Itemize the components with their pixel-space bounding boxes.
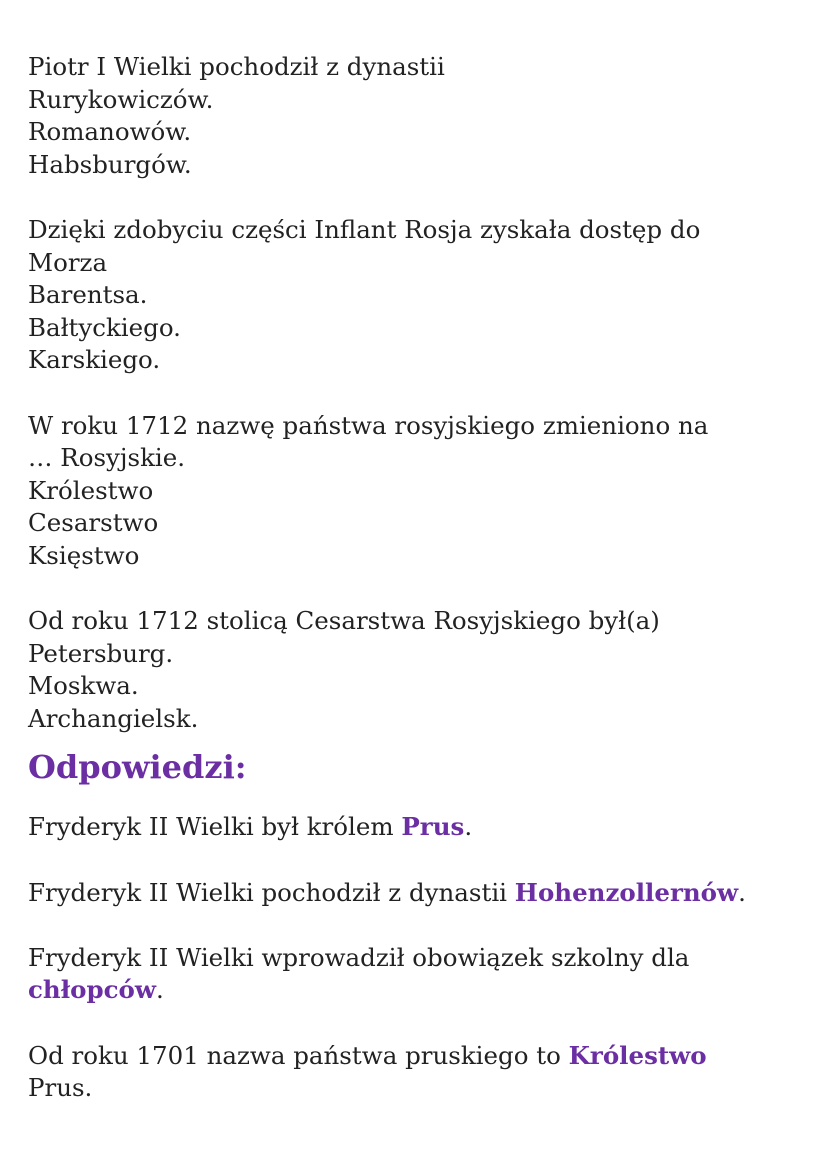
question-3 — [28, 410, 818, 573]
question-stem: Piotr I Wielki pochodził z dynastii — [28, 52, 445, 81]
answer-text: . — [464, 812, 473, 842]
question-option: Habsburgów. — [28, 149, 192, 179]
question-option: Romanowów. — [28, 117, 192, 147]
answer-text: Od roku 1701 nazwa państwa pruskiego to — [28, 1040, 569, 1070]
question-option: Królestwo — [28, 475, 154, 505]
question-option: Bałtyckiego. — [28, 312, 181, 342]
spacer — [28, 573, 818, 606]
answer-text: Prus. — [28, 1073, 93, 1103]
answer-line-4 — [28, 1040, 818, 1105]
answer-line-1 — [28, 811, 818, 844]
spacer — [28, 844, 818, 877]
answer-line-3 — [28, 942, 818, 1007]
question-stem: Morza — [28, 247, 108, 277]
spacer — [28, 181, 818, 214]
question-option: Barentsa. — [28, 280, 148, 310]
question-2 — [28, 214, 818, 377]
answers-heading: Odpowiedzi: — [28, 748, 247, 787]
answer-highlight: Królestwo — [568, 1040, 707, 1070]
question-option: Cesarstwo — [28, 508, 159, 538]
document-page — [28, 51, 818, 1105]
question-stem: Od roku 1712 stolicą Cesarstwa Rosyjskiego był(a) — [28, 606, 660, 636]
spacer — [28, 1007, 818, 1040]
question-4 — [28, 605, 818, 735]
question-option: Archangielsk. — [28, 703, 199, 733]
answer-highlight: Prus — [401, 812, 465, 842]
spacer — [28, 377, 818, 410]
question-1 — [28, 51, 818, 181]
answer-line-2 — [28, 877, 818, 910]
question-stem: W roku 1712 nazwę państwa rosyjskiego zmieniono na — [28, 410, 709, 440]
question-option: Petersburg. — [28, 638, 174, 668]
answer-text: . — [155, 975, 164, 1005]
spacer — [28, 909, 818, 942]
answer-text: Fryderyk II Wielki był królem — [28, 812, 402, 842]
answer-text: . — [738, 877, 746, 907]
answer-highlight: chłopców — [28, 975, 156, 1005]
question-option: Moskwa. — [28, 671, 139, 701]
answer-text: Fryderyk II Wielki wprowadził obowiązek szkolny dla — [28, 942, 690, 972]
question-stem: … Rosyjskie. — [28, 443, 186, 473]
answer-highlight: Hohenzollernów — [514, 877, 739, 907]
answer-text: Fryderyk II Wielki pochodził z dynastii — [28, 877, 515, 907]
question-option: Księstwo — [28, 540, 140, 570]
question-option: Karskiego. — [28, 345, 161, 375]
question-stem: Dzięki zdobyciu części Inflant Rosja zyskała dostęp do — [28, 214, 701, 244]
question-option: Rurykowiczów. — [28, 84, 214, 114]
